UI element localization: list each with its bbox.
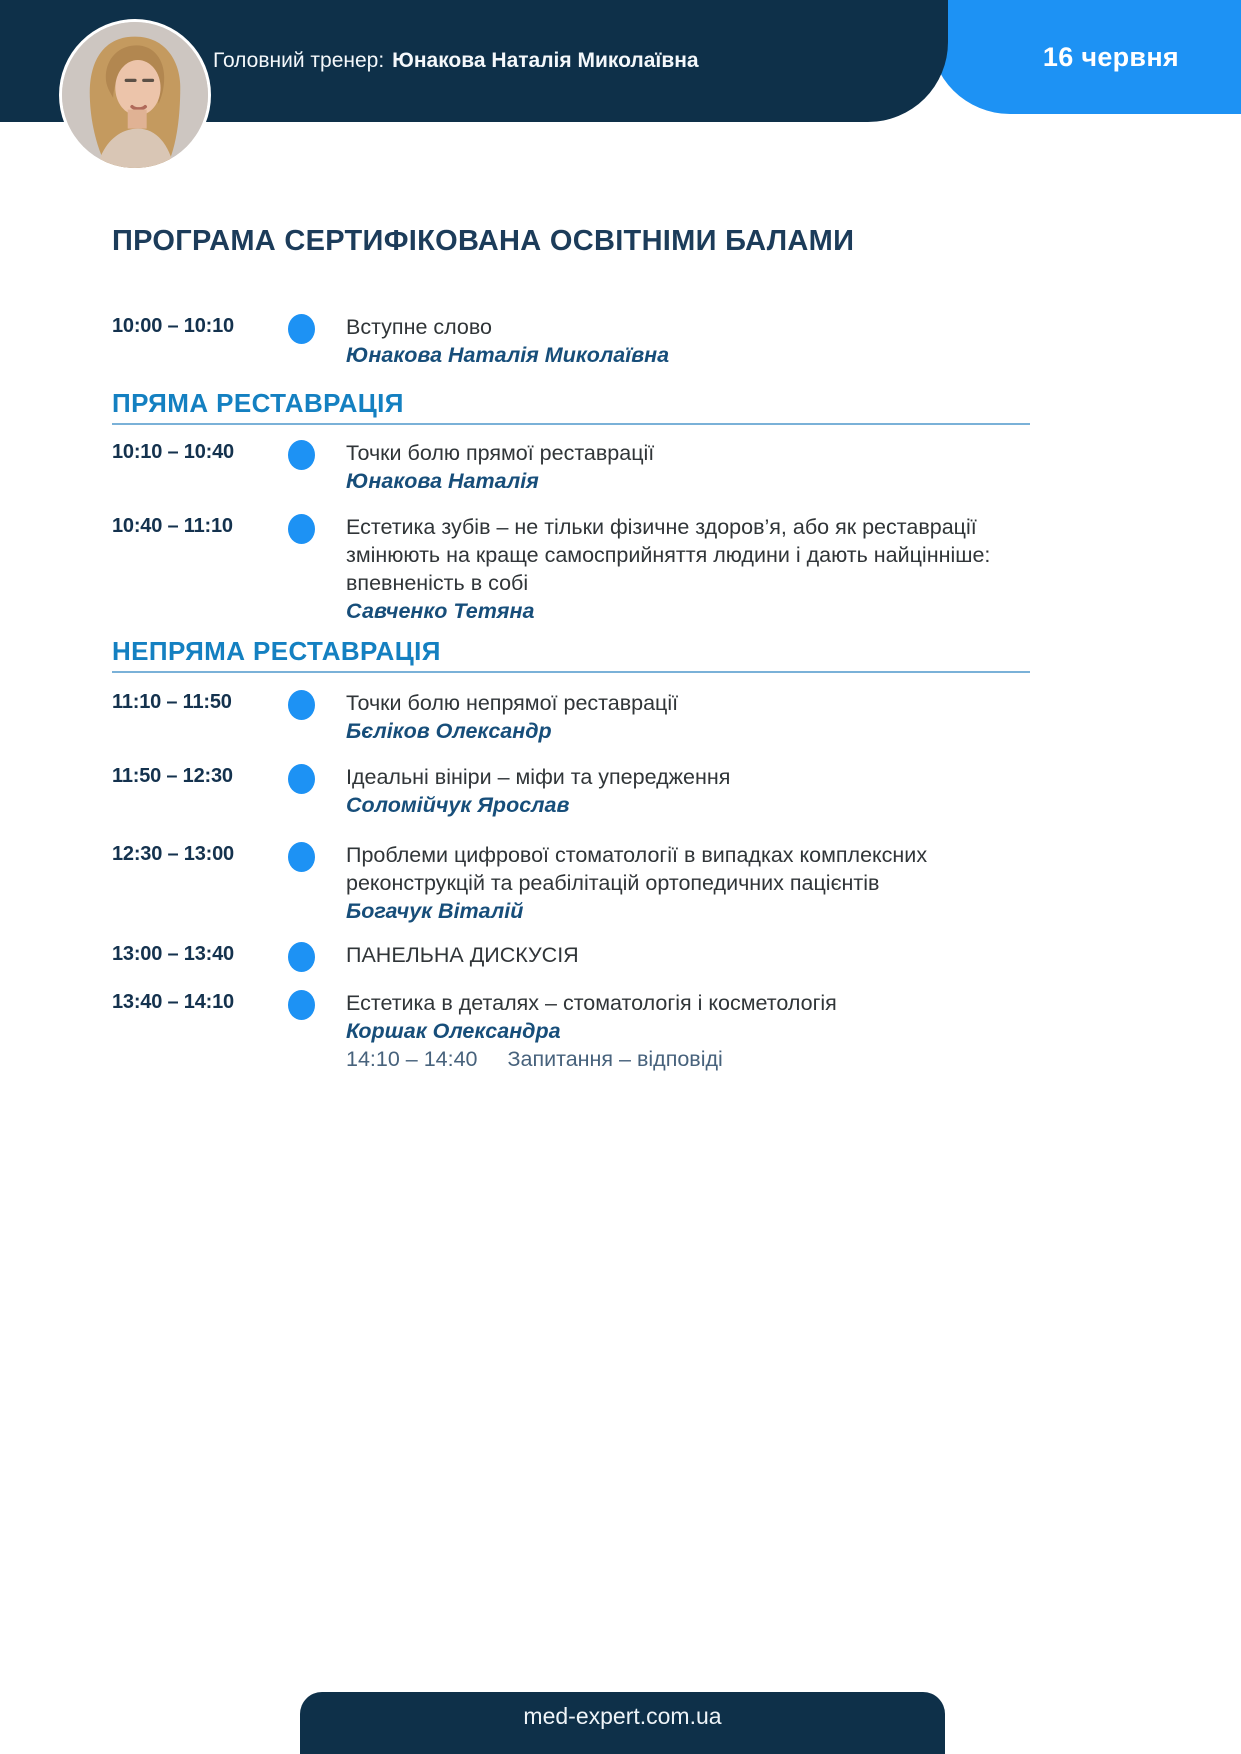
bullet-cell (262, 763, 346, 794)
bullet-cell (262, 689, 346, 720)
time-range: 13:00 – 13:40 (112, 943, 234, 965)
speaker-name: Коршак Олександра (346, 1019, 561, 1043)
speaker-name: Соломійчук Ярослав (346, 793, 570, 817)
qa-session (346, 1045, 1030, 1073)
time-range: 13:40 – 14:10 (112, 991, 234, 1013)
speaker-name: Юнакова Наталія Миколаївна (346, 343, 670, 367)
date-text: 16 червня (1042, 41, 1179, 72)
bullet-dot-icon (288, 990, 315, 1020)
time-range: 11:10 – 11:50 (112, 691, 232, 713)
bullet-cell (262, 513, 346, 544)
schedule-item (112, 313, 1030, 369)
session-content (346, 313, 1030, 369)
bullet-cell (262, 439, 346, 470)
section-header-direct-restoration (112, 389, 1030, 425)
speaker-name: Юнакова Наталія (346, 469, 539, 493)
date-badge (930, 0, 1241, 114)
bullet-cell (262, 941, 346, 972)
session-title: Точки болю прямої реставрації (346, 441, 655, 465)
website-link[interactable]: med-expert.com.ua (523, 1703, 722, 1729)
bullet-dot-icon (288, 942, 315, 972)
session-content (346, 689, 1030, 745)
session-content (346, 439, 1030, 495)
session-content (346, 513, 1030, 625)
time-range: 11:50 – 12:30 (112, 765, 233, 787)
section-header-indirect-restoration (112, 637, 1030, 673)
time-range: 10:10 – 10:40 (112, 441, 234, 463)
trainer-portrait-illustration (62, 22, 208, 168)
schedule-item (112, 689, 1030, 745)
schedule-item (112, 763, 1030, 819)
schedule-item (112, 513, 1030, 625)
schedule-item (112, 439, 1030, 495)
program-page (112, 225, 1030, 1073)
session-title: ПАНЕЛЬНА ДИСКУСІЯ (346, 943, 579, 967)
bullet-cell (262, 313, 346, 344)
section-title: ПРЯМА РЕСТАВРАЦІЯ (112, 389, 1030, 425)
section-title: НЕПРЯМА РЕСТАВРАЦІЯ (112, 637, 1030, 673)
page-title: ПРОГРАМА СЕРТИФІКОВАНА ОСВІТНІМИ БАЛАМИ (112, 225, 855, 257)
session-content (346, 841, 1030, 925)
time-range: 12:30 – 13:00 (112, 843, 234, 865)
footer-bar (300, 1692, 945, 1754)
session-content (346, 989, 1030, 1073)
speaker-name: Бєліков Олександр (346, 719, 552, 743)
session-content (346, 763, 1030, 819)
time-range: 10:00 – 10:10 (112, 315, 234, 337)
trainer-name: Юнакова Наталія Миколаївна (392, 49, 699, 72)
bullet-dot-icon (288, 690, 315, 720)
bullet-cell (262, 989, 346, 1020)
session-title: Точки болю непрямої реставрації (346, 691, 679, 715)
time-range: 10:40 – 11:10 (112, 515, 233, 537)
qa-time-range: 14:10 – 14:40 (346, 1047, 478, 1071)
schedule-item (112, 841, 1030, 925)
speaker-name: Богачук Віталій (346, 899, 524, 923)
session-title: Естетика зубів – не тільки фізичне здоров’я, або як реставрації змінюють на краще самосприйняття людини і дають найцінніше: впевненість в собі (346, 515, 991, 595)
bullet-dot-icon (288, 764, 315, 794)
bullet-cell (262, 841, 346, 872)
schedule-item (112, 941, 1030, 972)
bullet-dot-icon (288, 514, 315, 544)
session-title: Ідеальні вініри – міфи та упередження (346, 765, 731, 789)
schedule-item (112, 989, 1030, 1073)
session-title: Естетика в деталях – стоматологія і косметологія (346, 991, 837, 1015)
speaker-name: Савченко Тетяна (346, 599, 535, 623)
bullet-dot-icon (288, 314, 315, 344)
session-content (346, 941, 1030, 969)
bullet-dot-icon (288, 842, 315, 872)
session-title: Проблеми цифрової стоматології в випадках комплексних реконструкцій та реабілітацій ортопедичних пацієнтів (346, 843, 928, 895)
session-title: Вступне слово (346, 315, 493, 339)
trainer-photo (62, 22, 208, 168)
qa-label: Запитання – відповіді (507, 1047, 723, 1071)
trainer-label: Головний тренер: (213, 49, 385, 72)
bullet-dot-icon (288, 440, 315, 470)
